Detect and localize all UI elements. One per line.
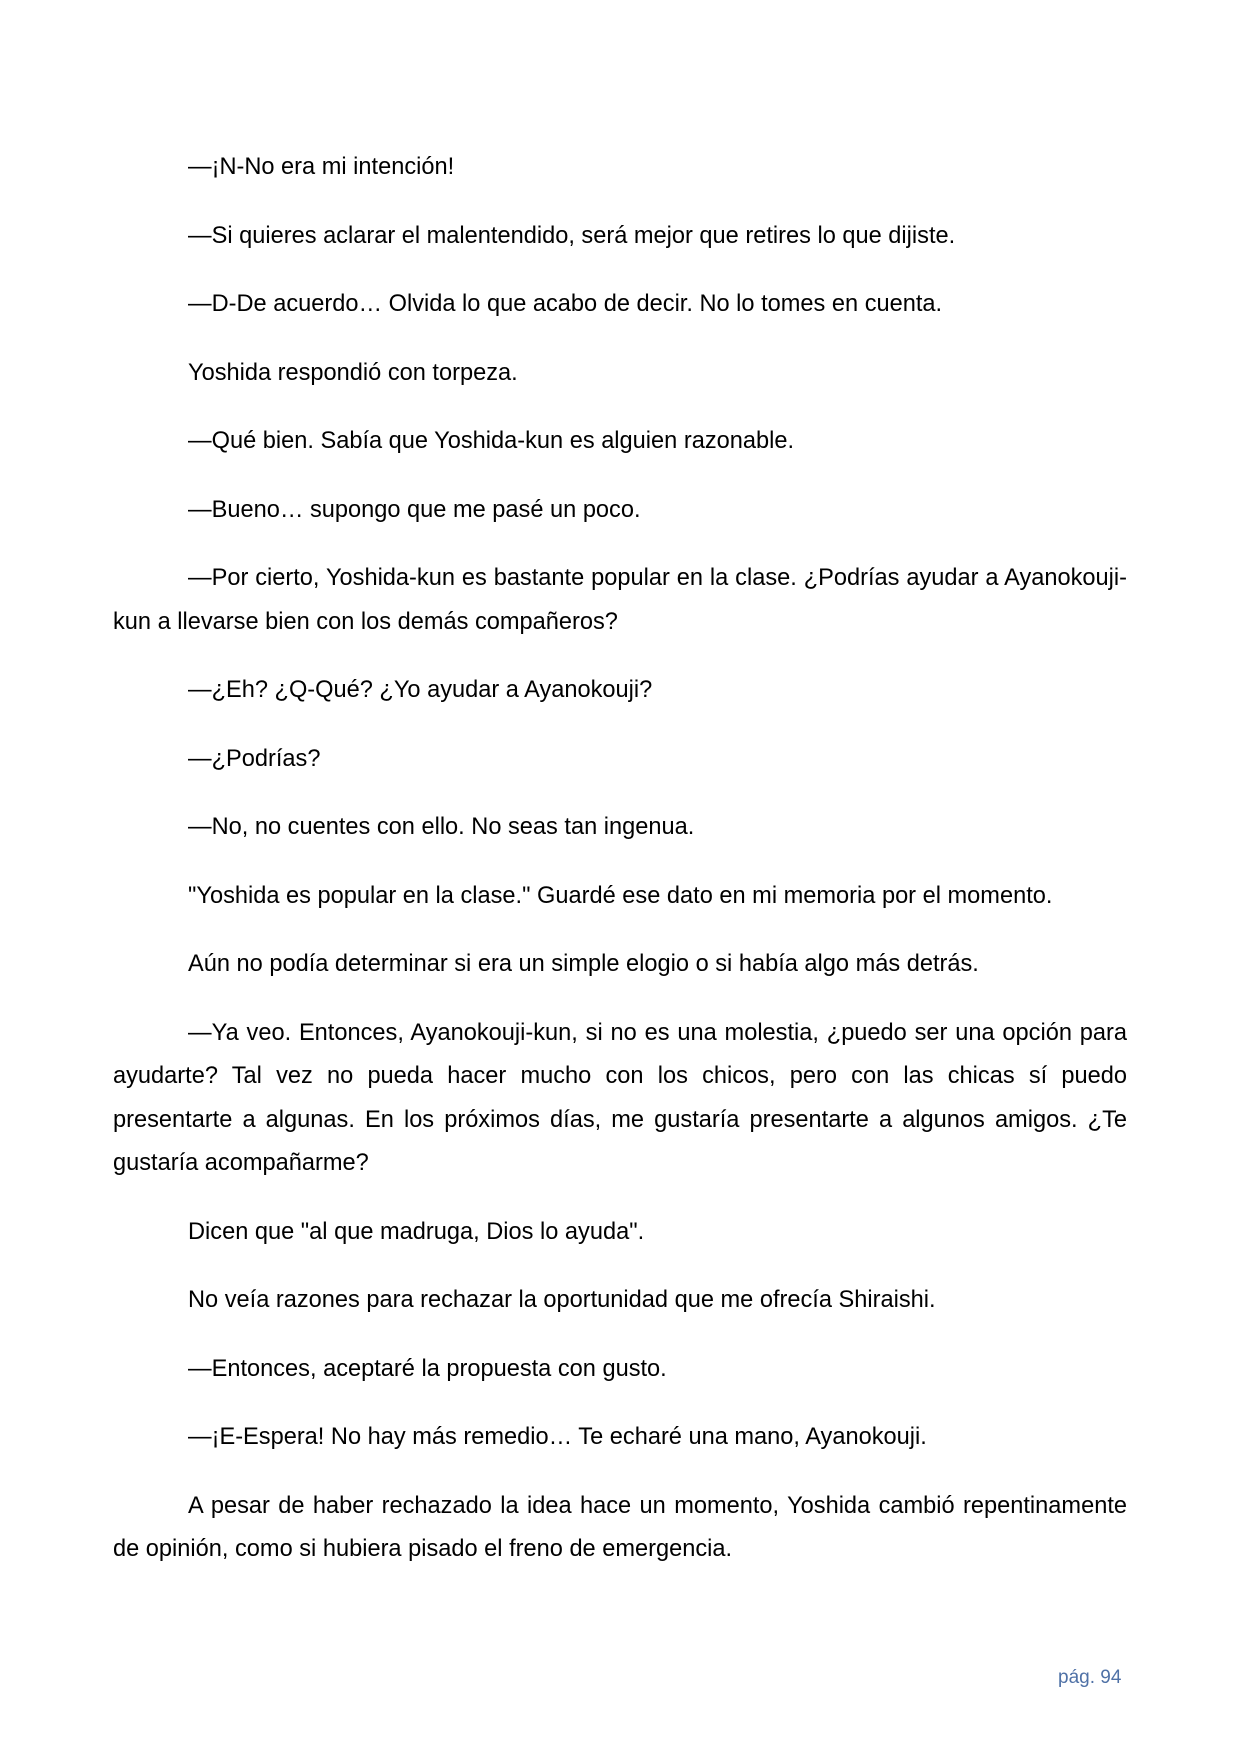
paragraph: —Entonces, aceptaré la propuesta con gusto. (188, 1355, 667, 1382)
paragraph: —Si quieres aclarar el malentendido, será mejor que retires lo que dijiste. (188, 222, 956, 249)
body-text (113, 146, 1127, 1597)
paragraph: A pesar de haber rechazado la idea hace un momento, Yoshida cambió repentinamente de opinión, como si hubiera pisado el freno de emergencia. (113, 1492, 1127, 1562)
paragraph: —Bueno… supongo que me pasé un poco. (188, 496, 641, 523)
paragraph: —¡E-Espera! No hay más remedio… Te echaré una mano, Ayanokouji. (188, 1424, 927, 1450)
paragraph: —Qué bien. Sabía que Yoshida-kun es alguien razonable. (188, 428, 795, 454)
paragraph: Aún no podía determinar si era un simple elogio o si había algo más detrás. (188, 951, 979, 977)
page-number: pág. 94 (1058, 1667, 1122, 1688)
paragraph: —Ya veo. Entonces, Ayanokouji-kun, si no es una molestia, ¿puedo ser una opción para ayudarte? Tal vez no pueda hacer mucho con los chicos, pero con las chicas sí puedo presentarte a algunas. En los próximos días, me gustaría presentarte a algunos amigos. ¿Te gustaría acompañarme? (113, 1019, 1127, 1176)
paragraph: No veía razones para rechazar la oportunidad que me ofrecía Shiraishi. (188, 1287, 936, 1313)
paragraph: —D-De acuerdo… Olvida lo que acabo de decir. No lo tomes en cuenta. (188, 291, 943, 317)
paragraph: —¿Eh? ¿Q-Qué? ¿Yo ayudar a Ayanokouji? (188, 677, 653, 703)
paragraph: —Por cierto, Yoshida-kun es bastante popular en la clase. ¿Podrías ayudar a Ayanokouji-kun a llevarse bien con los demás compañeros? (113, 565, 1127, 635)
paragraph: —¿Podrías? (188, 745, 321, 772)
paragraph: —¡N-No era mi intención! (188, 154, 455, 180)
paragraph: "Yoshida es popular en la clase." Guardé ese dato en mi memoria por el momento. (188, 882, 1053, 909)
paragraph: Yoshida respondió con torpeza. (188, 359, 518, 386)
paragraph: —No, no cuentes con ello. No seas tan ingenua. (188, 814, 695, 840)
paragraph: Dicen que "al que madruga, Dios lo ayuda". (188, 1218, 645, 1245)
